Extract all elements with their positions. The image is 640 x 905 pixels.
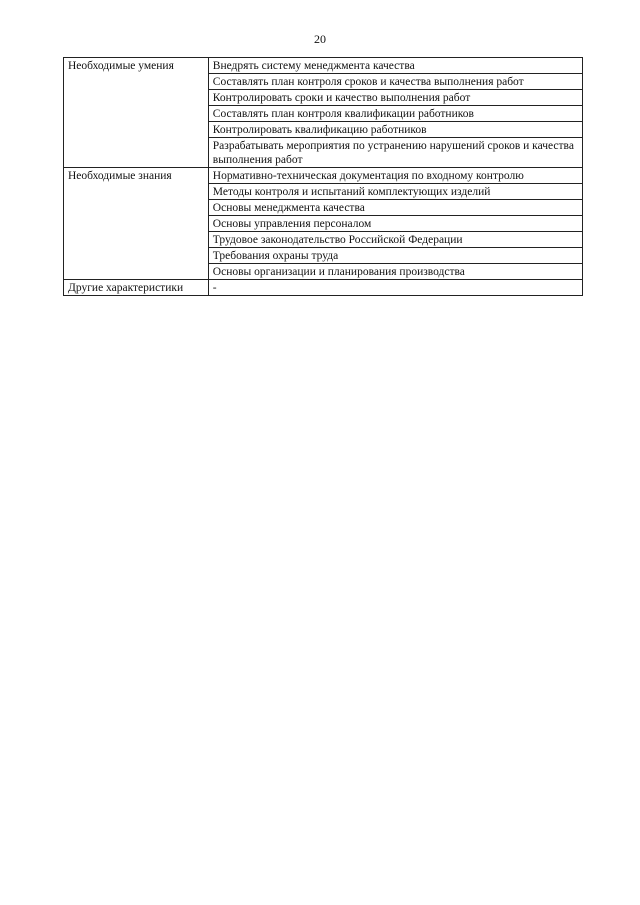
skill-item: Внедрять систему менеджмента качества (208, 58, 582, 74)
skill-item: Контролировать сроки и качество выполнения работ (208, 90, 582, 106)
other-item: - (208, 280, 582, 296)
knowledge-item: Методы контроля и испытаний комплектующих изделий (208, 184, 582, 200)
knowledge-item: Основы организации и планирования производства (208, 264, 582, 280)
table-row (64, 58, 583, 74)
page-number: 20 (314, 32, 326, 46)
row-header-knowledge: Необходимые знания (64, 168, 209, 280)
skill-item: Составлять план контроля сроков и качества выполнения работ (208, 74, 582, 90)
knowledge-item: Основы менеджмента качества (208, 200, 582, 216)
requirements-table (63, 57, 583, 296)
knowledge-item: Трудовое законодательство Российской Федерации (208, 232, 582, 248)
row-header-other: Другие характеристики (64, 280, 209, 296)
table-body (64, 58, 583, 296)
skill-item: Контролировать квалификацию работников (208, 122, 582, 138)
table-row (64, 280, 583, 296)
skill-item: Составлять план контроля квалификации работников (208, 106, 582, 122)
table-row (64, 168, 583, 184)
knowledge-item: Нормативно-техническая документация по входному контролю (208, 168, 582, 184)
skill-item: Разрабатывать мероприятия по устранению нарушений сроков и качества выполнения работ (208, 138, 582, 168)
knowledge-item: Требования охраны труда (208, 248, 582, 264)
knowledge-item: Основы управления персоналом (208, 216, 582, 232)
row-header-skills: Необходимые умения (64, 58, 209, 168)
